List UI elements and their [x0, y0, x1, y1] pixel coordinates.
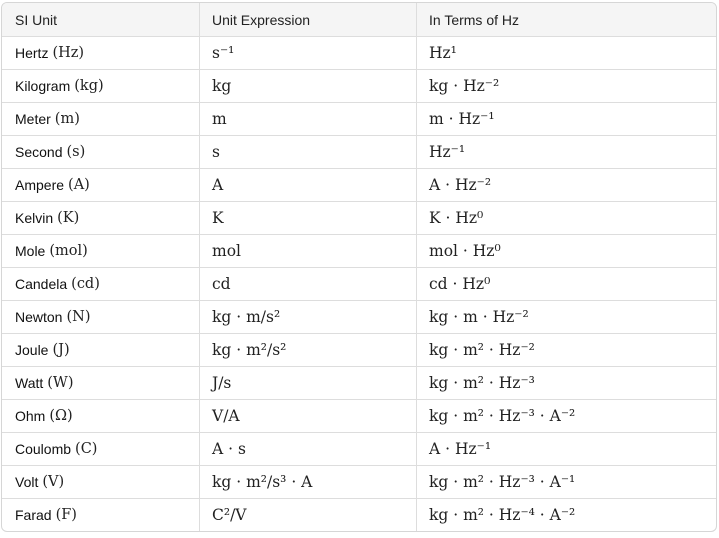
- header-si-unit: SI Unit: [2, 3, 200, 36]
- hz-expression-cell: [417, 103, 716, 135]
- hz-expression-cell: [417, 235, 716, 267]
- unit-expression: J/s: [212, 374, 232, 392]
- si-unit-symbol: (K): [57, 210, 80, 226]
- si-unit-symbol: (cd): [71, 276, 100, 292]
- unit-expression: m: [212, 110, 227, 128]
- si-unit-cell: [2, 433, 200, 465]
- si-unit-symbol: (kg): [74, 78, 104, 94]
- unit-expression-cell: [200, 202, 417, 234]
- unit-expression-cell: [200, 235, 417, 267]
- unit-expression-cell: [200, 268, 417, 300]
- table-row: [2, 36, 716, 69]
- unit-expression: s: [212, 143, 220, 161]
- hz-expression: Hz¹: [429, 44, 457, 62]
- hz-expression-cell: [417, 466, 716, 498]
- unit-expression-cell: [200, 400, 417, 432]
- unit-expression: s⁻¹: [212, 44, 235, 62]
- unit-expression: K: [212, 209, 224, 227]
- si-unit-cell: [2, 466, 200, 498]
- hz-expression: Hz⁻¹: [429, 143, 466, 161]
- si-unit-symbol: (s): [66, 144, 86, 160]
- hz-expression-cell: [417, 400, 716, 432]
- si-unit-symbol: (V): [42, 474, 65, 490]
- si-unit-cell: [2, 367, 200, 399]
- hz-expression: kg · m² · Hz⁻⁴ · A⁻²: [429, 506, 576, 524]
- table-row: [2, 465, 716, 498]
- table-row: [2, 498, 716, 531]
- unit-expression-cell: [200, 334, 417, 366]
- si-unit-name: Kilogram: [15, 78, 71, 94]
- hz-expression-cell: [417, 499, 716, 531]
- hz-expression: A · Hz⁻²: [429, 176, 492, 194]
- unit-expression-cell: [200, 37, 417, 69]
- hz-expression-cell: [417, 367, 716, 399]
- unit-expression-cell: [200, 169, 417, 201]
- hz-expression: A · Hz⁻¹: [429, 440, 492, 458]
- unit-expression-cell: [200, 499, 417, 531]
- si-unit-cell: [2, 334, 200, 366]
- si-unit-symbol: (Ω): [49, 408, 73, 424]
- unit-expression: A · s: [212, 440, 246, 458]
- hz-expression: kg · m² · Hz⁻³ · A⁻²: [429, 407, 576, 425]
- unit-expression: V/A: [212, 407, 240, 425]
- si-unit-symbol: (C): [75, 441, 98, 457]
- unit-expression-cell: [200, 466, 417, 498]
- unit-expression: kg · m²/s²: [212, 341, 287, 359]
- table-row: [2, 102, 716, 135]
- si-unit-name: Mole: [15, 243, 46, 259]
- si-unit-cell: [2, 499, 200, 531]
- unit-expression-cell: [200, 301, 417, 333]
- hz-expression-cell: [417, 301, 716, 333]
- unit-expression: kg: [212, 77, 232, 95]
- si-unit-cell: [2, 400, 200, 432]
- table-row: [2, 69, 716, 102]
- si-unit-symbol: (Hz): [52, 45, 85, 61]
- si-unit-symbol: (J): [52, 342, 70, 358]
- hz-expression: kg · Hz⁻²: [429, 77, 500, 95]
- si-unit-symbol: (mol): [49, 243, 88, 259]
- si-unit-symbol: (W): [47, 375, 74, 391]
- si-unit-name: Joule: [15, 342, 49, 358]
- hz-expression-cell: [417, 334, 716, 366]
- si-unit-cell: [2, 136, 200, 168]
- hz-expression-cell: [417, 268, 716, 300]
- si-unit-name: Coulomb: [15, 441, 72, 457]
- si-unit-cell: [2, 70, 200, 102]
- si-unit-cell: [2, 103, 200, 135]
- si-unit-name: Volt: [15, 474, 39, 490]
- table-row: [2, 300, 716, 333]
- si-unit-name: Watt: [15, 375, 44, 391]
- hz-expression: cd · Hz⁰: [429, 275, 491, 293]
- si-unit-cell: [2, 235, 200, 267]
- si-unit-name: Candela: [15, 276, 68, 292]
- hz-expression: kg · m · Hz⁻²: [429, 308, 529, 326]
- table-row: [2, 168, 716, 201]
- si-unit-name: Hertz: [15, 45, 49, 61]
- unit-expression-cell: [200, 433, 417, 465]
- unit-expression-cell: [200, 70, 417, 102]
- hz-expression: m · Hz⁻¹: [429, 110, 495, 128]
- si-unit-cell: [2, 301, 200, 333]
- hz-expression-cell: [417, 433, 716, 465]
- hz-expression: kg · m² · Hz⁻²: [429, 341, 535, 359]
- si-unit-cell: [2, 169, 200, 201]
- si-unit-name: Kelvin: [15, 210, 54, 226]
- table-row: [2, 267, 716, 300]
- si-unit-name: Meter: [15, 111, 51, 127]
- unit-expression: C²/V: [212, 506, 247, 524]
- header-in-terms-of-hz: In Terms of Hz: [429, 11, 519, 28]
- si-unit-cell: [2, 268, 200, 300]
- table-row: [2, 234, 716, 267]
- unit-expression: mol: [212, 242, 241, 260]
- table-row: [2, 333, 716, 366]
- unit-expression-cell: [200, 103, 417, 135]
- unit-expression-cell: [200, 136, 417, 168]
- hz-expression-cell: [417, 202, 716, 234]
- si-unit-name: Ohm: [15, 408, 46, 424]
- si-unit-cell: [2, 202, 200, 234]
- si-unit-name: Farad: [15, 507, 52, 523]
- table-row: [2, 201, 716, 234]
- table-row: [2, 135, 716, 168]
- hz-expression-cell: [417, 169, 716, 201]
- hz-expression: K · Hz⁰: [429, 209, 484, 227]
- si-unit-symbol: (N): [66, 309, 91, 325]
- si-unit-cell: [2, 37, 200, 69]
- unit-expression: A: [212, 176, 224, 194]
- hz-expression: kg · m² · Hz⁻³: [429, 374, 535, 392]
- si-unit-name: Ampere: [15, 177, 65, 193]
- si-unit-name: Newton: [15, 309, 63, 325]
- unit-expression: kg · m²/s³ · A: [212, 473, 313, 491]
- si-unit-symbol: (A): [68, 177, 90, 193]
- table-row: [2, 366, 716, 399]
- table-row: [2, 432, 716, 465]
- header-unit-expression: Unit Expression: [200, 3, 417, 36]
- unit-expression: kg · m/s²: [212, 308, 281, 326]
- hz-expression-cell: [417, 136, 716, 168]
- si-units-table: [1, 2, 717, 532]
- si-unit-name: Second: [15, 144, 63, 160]
- table-body: [2, 36, 716, 531]
- hz-expression: kg · m² · Hz⁻³ · A⁻¹: [429, 473, 576, 491]
- si-unit-symbol: (F): [55, 507, 77, 523]
- unit-expression: cd: [212, 275, 231, 293]
- hz-expression: mol · Hz⁰: [429, 242, 501, 260]
- hz-expression-cell: [417, 70, 716, 102]
- table-header-row: [2, 3, 716, 36]
- unit-expression-cell: [200, 367, 417, 399]
- hz-expression-cell: [417, 37, 716, 69]
- si-unit-symbol: (m): [54, 111, 80, 127]
- table-row: [2, 399, 716, 432]
